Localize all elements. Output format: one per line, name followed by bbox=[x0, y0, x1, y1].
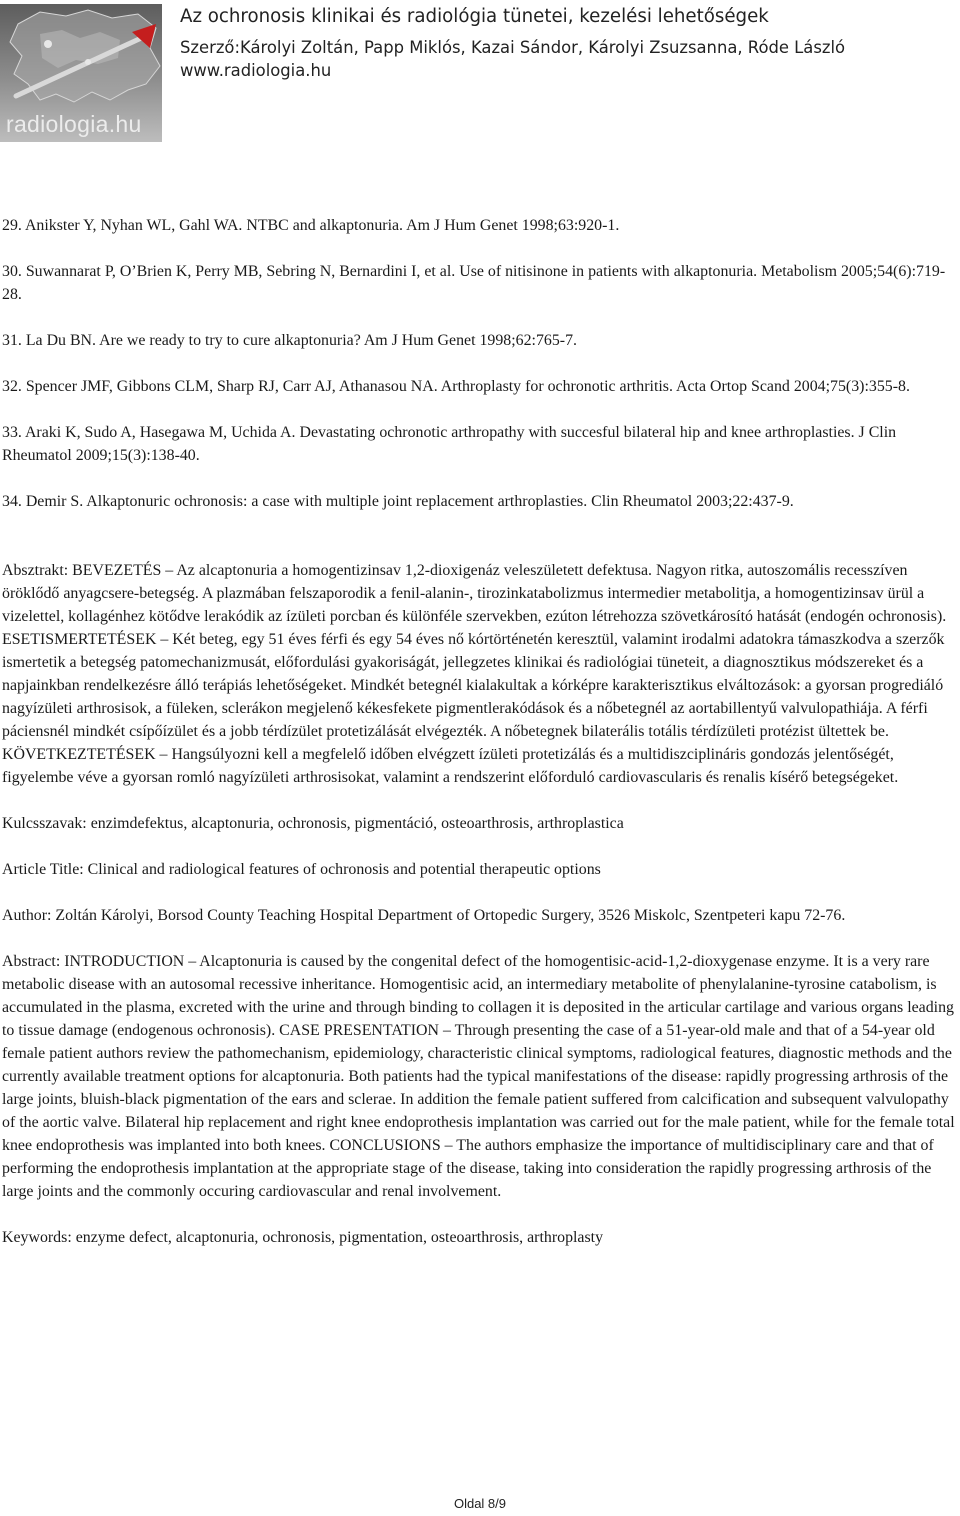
document-title: Az ochronosis klinikai és radiológia tünetei, kezelési lehetőségek bbox=[180, 6, 769, 27]
page-header bbox=[0, 0, 960, 150]
reference-30: 30. Suwannarat P, O’Brien K, Perry MB, Sebring N, Bernardini I, et al. Use of nitisinone in patients with alkaptonuria. Metabolism 2005;54(6):719-28. bbox=[2, 263, 946, 303]
page-number: Oldal 8/9 bbox=[453, 1496, 507, 1511]
website-link[interactable]: www.radiologia.hu bbox=[180, 61, 332, 80]
reference-33: 33. Araki K, Sudo A, Hasegawa M, Uchida A. Devastating ochronotic arthropathy with succesful bilateral hip and knee arthroplasties. J Clin Rheumatol 2009;15(3):138-40. bbox=[2, 424, 897, 464]
article-title-english: Article Title: Clinical and radiological features of ochronosis and potential therapeutic options bbox=[2, 861, 601, 878]
document-authors: Szerző:Károlyi Zoltán, Papp Miklós, Kazai Sándor, Károlyi Zsuzsanna, Róde László bbox=[180, 38, 846, 57]
keywords-hungarian: Kulcsszavak: enzimdefektus, alcaptonuria, ochronosis, pigmentáció, osteoarthrosis, arthroplastica bbox=[2, 815, 624, 832]
reference-29: 29. Anikster Y, Nyhan WL, Gahl WA. NTBC and alkaptonuria. Am J Hum Genet 1998;63:920-1. bbox=[2, 217, 620, 234]
keywords-english: Keywords: enzyme defect, alcaptonuria, ochronosis, pigmentation, osteoarthrosis, arthroplasty bbox=[2, 1229, 604, 1246]
reference-34: 34. Demir S. Alkaptonuric ochronosis: a case with multiple joint replacement arthroplasties. Clin Rheumatol 2003;22:437-9. bbox=[2, 493, 794, 510]
author-english: Author: Zoltán Károlyi, Borsod County Teaching Hospital Department of Ortopedic Surgery, 3526 Miskolc, Szentpeteri kapu 72-76. bbox=[2, 907, 846, 924]
page-content bbox=[2, 214, 958, 1272]
logo-text: radiologia.hu bbox=[6, 111, 142, 137]
radiologia-logo bbox=[0, 4, 162, 142]
abstract-hungarian: Absztrakt: BEVEZETÉS – Az alcaptonuria a homogentizinsav 1,2-dioxigenáz veleszületett defektusa. Nagyon ritka, autoszomális recesszíven öröklődő anyagcsere-betegség. A plazmában felszaporodik a fenil-alanin-, tirozinkatabolizmus intermedier metabolitja, a homogentizinsav ürül a vizelettel, kollagénhez kötődve lerakódik az ízületi porcban és különféle szervekben, ezúton létrehozza szövetkárosító hatását (endogén ochronosis). ESETISMERTETÉSEK – Két beteg, egy 51 éves férfi és egy 54 éves nő kórtörténetén keresztül, valamint irodalmi adatokra támaszkodva a szerzők ismertetik a betegség patomechanizmusát, előfordulási gyakoriságát, jellegzetes klinikai és radiológiai tüneteit, a diagnosztikus módszereket és a napjainkban rendelkezésre álló terápiás lehetőségeket. Mindkét betegnél kialakultak a kórképre karakterisztikus elváltozások: a gyorsan progrediáló nagyízületi arthrosisok, a füleken, sclerákon megjelenő kékesfekete pigmentlerakódások és a nőbetegnél az aortabillentyű valvulopathiája. A férfi páciensnél mindkét csípőízület és a jobb térdízület protetizálását elvégezték. A nőbetegnek bilaterális totális térdízületi protézist ültettek be. KÖVETKEZTETÉSEK – Hangsúlyozni kell a megfelelő időben elvégzett ízületi protetizálás és a multidiszciplináris gondozás jelentőségét, figyelembe véve a gyorsan romló nagyízületi arthrosisokat, valamint a rendszerint előforduló cardiovascularis és renalis kísérő betegségeket. bbox=[2, 562, 947, 786]
abstract-english: Abstract: INTRODUCTION – Alcaptonuria is caused by the congenital defect of the homogentisic-acid-1,2-dioxygenase enzyme. It is a very rare metabolic disease with an autosomal recessive inheritance. Homogentisic acid, an intermediary metabolite of phenylalanine-tyrosine catabolism, is accumulated in the plasma, excreted with the urine and through binding to collagen it is deposited in the articular cartilage and various organs leading to tissue damage (endogenous ochronosis). CASE PRESENTATION – Through presenting the case of a 51-year-old male and that of a 54-year old female patient authors review the pathomechanism, epidemiology, characteristic clinical symptoms, radiological features, diagnostic methods and the currently available treatment options for alcaptonuria. Both patients had the typical manifestations of the disease: rapidly progressing arthrosis of the large joints, bluish-black pigmentation of the ears and sclerae. In addition the female patient suffered from calcification and subsequent valvulopathy of the aortic valve. Bilateral hip replacement and right knee endoprothesis implantation was carried out for the male patient, while for the female total knee endoprothesis was implanted into both knees. CONCLUSIONS – The authors emphasize the importance of multidisciplinary care and that of performing the endoprothesis implantation at the appropriate stage of the disease, taking into consideration the rapidly progressing arthrosis of the large joints and the commonly occuring cardiovascular and renal involvement. bbox=[2, 953, 955, 1200]
reference-31: 31. La Du BN. Are we ready to try to cure alkaptonuria? Am J Hum Genet 1998;62:765-7. bbox=[2, 332, 578, 349]
reference-32: 32. Spencer JMF, Gibbons CLM, Sharp RJ, Carr AJ, Athanasou NA. Arthroplasty for ochronotic arthritis. Acta Ortop Scand 2004;75(3):355-8. bbox=[2, 378, 910, 395]
